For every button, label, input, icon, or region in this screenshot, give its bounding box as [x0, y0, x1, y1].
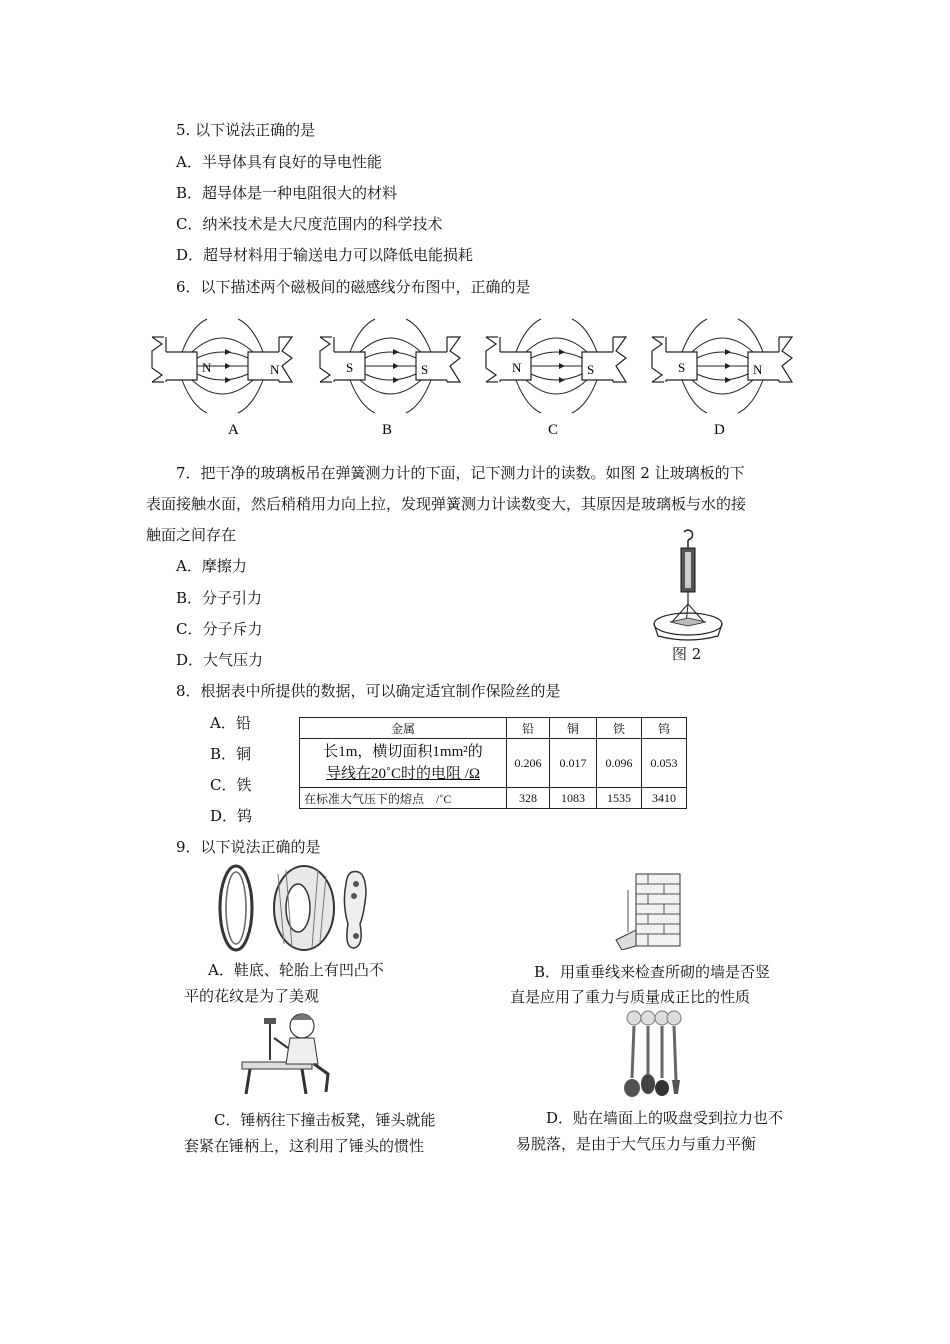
q7-line-1: 7．把干净的玻璃板吊在弹簧测力计的下面，记下测力计的读数。如图 2 让玻璃板的下 [176, 464, 745, 482]
figure-b-right-pole: S [421, 362, 429, 377]
table-cell: 0.206 [507, 739, 550, 788]
hammer-bench-image [240, 1008, 340, 1098]
figure-c-label: C [548, 422, 559, 438]
figure-d-left-pole: S [678, 360, 686, 375]
table-header-row [300, 718, 687, 739]
figure-c-right-pole: S [587, 362, 595, 377]
q5-option-b: B．超导体是一种电阻很大的材料 [176, 184, 398, 202]
brick-wall-plumb-image [612, 870, 694, 950]
table-row-melting-point [300, 788, 687, 809]
q8-option-a: A．铅 [210, 714, 251, 732]
q9-option-c-line-1: C．锤柄往下撞击板凳，锤头就能 [214, 1111, 436, 1129]
header-iron: 铁 [597, 718, 642, 739]
q7-line-2: 表面接触水面，然后稍稍用力向上拉，发现弹簧测力计读数变大，其原因是玻璃板与水的接 [146, 495, 747, 513]
figure-b-left-pole: S [346, 360, 354, 375]
field-figure-c [486, 319, 636, 438]
figure-a-label: A [228, 422, 239, 438]
q9-option-d-line-1: D．贴在墙面上的吸盘受到拉力也不 [546, 1109, 784, 1127]
metal-properties-table [299, 717, 687, 809]
field-figure-d [652, 319, 802, 438]
header-copper: 铜 [550, 718, 597, 739]
header-tungsten: 钨 [642, 718, 687, 739]
table-cell: 1535 [597, 788, 642, 809]
q8-stem: 8．根据表中所提供的数据，可以确定适宜制作保险丝的是 [176, 682, 561, 700]
spring-scale-figure [648, 528, 728, 646]
q5-option-c: C．纳米技术是大尺度范围内的科学技术 [176, 215, 443, 233]
q7-option-c: C．分子斥力 [176, 620, 263, 638]
figure-a-left-pole: N [202, 360, 212, 375]
figure-b-label: B [382, 422, 393, 438]
table-cell: 1083 [550, 788, 597, 809]
q9-option-c-line-2: 套紧在锤柄上，这利用了锤头的惯性 [184, 1137, 425, 1155]
q9-option-d-line-2: 易脱落，是由于大气压力与重力平衡 [516, 1135, 757, 1153]
q7-option-a: A．摩擦力 [176, 557, 247, 575]
q9-option-a-line-1: A．鞋底、轮胎上有凹凸不 [208, 961, 384, 979]
suction-hooks-utensils-image [622, 1008, 684, 1098]
melting-point-label: 在标准大气压下的熔点 /˚C [300, 788, 507, 809]
q8-option-d: D．钨 [210, 807, 253, 825]
q7-option-d: D．大气压力 [176, 651, 264, 669]
q9-stem: 9．以下说法正确的是 [176, 838, 321, 856]
header-lead: 铅 [507, 718, 550, 739]
table-cell: 0.096 [597, 739, 642, 788]
figure-d-label: D [714, 422, 725, 438]
field-figure-a [152, 319, 302, 438]
q5-option-d: D．超导材料用于输送电力可以降低电能损耗 [176, 246, 474, 264]
header-metal: 金属 [300, 718, 507, 739]
figure-d-right-pole: N [753, 362, 763, 377]
resistance-label-line-1: 长1m，横切面积1mm²的 [323, 744, 483, 760]
table-cell: 3410 [642, 788, 687, 809]
table-cell: 0.053 [642, 739, 687, 788]
table-cell: 328 [507, 788, 550, 809]
q5-stem: 5. 以下说法正确的是 [176, 121, 316, 139]
q7-line-3: 触面之间存在 [146, 526, 237, 544]
q9-option-b-line-2: 直是应用了重力与质量成正比的性质 [510, 988, 751, 1006]
figure-c-left-pole: N [512, 360, 522, 375]
shoe-tire-image [214, 864, 384, 952]
table-row-resistance [300, 739, 687, 788]
q5-option-a: A．半导体具有良好的导电性能 [176, 153, 382, 171]
q9-option-b-line-1: B．用重垂线来检查所砌的墙是否竖 [534, 963, 771, 981]
q7-option-b: B．分子引力 [176, 589, 263, 607]
q9-option-a-line-2: 平的花纹是为了美观 [184, 987, 320, 1005]
figure-a-right-pole: N [270, 362, 280, 377]
magnetic-field-figures [140, 312, 820, 447]
field-figure-b [320, 319, 470, 438]
table-cell: 0.017 [550, 739, 597, 788]
q8-option-b: B．铜 [210, 745, 252, 763]
figure-2-caption: 图 2 [672, 645, 702, 663]
q8-option-c: C．铁 [210, 776, 252, 794]
q6-stem: 6．以下描述两个磁极间的磁感线分布图中，正确的是 [176, 278, 531, 296]
resistance-label-line-2: 导线在20˚C时的电阻 /Ω [325, 766, 481, 782]
